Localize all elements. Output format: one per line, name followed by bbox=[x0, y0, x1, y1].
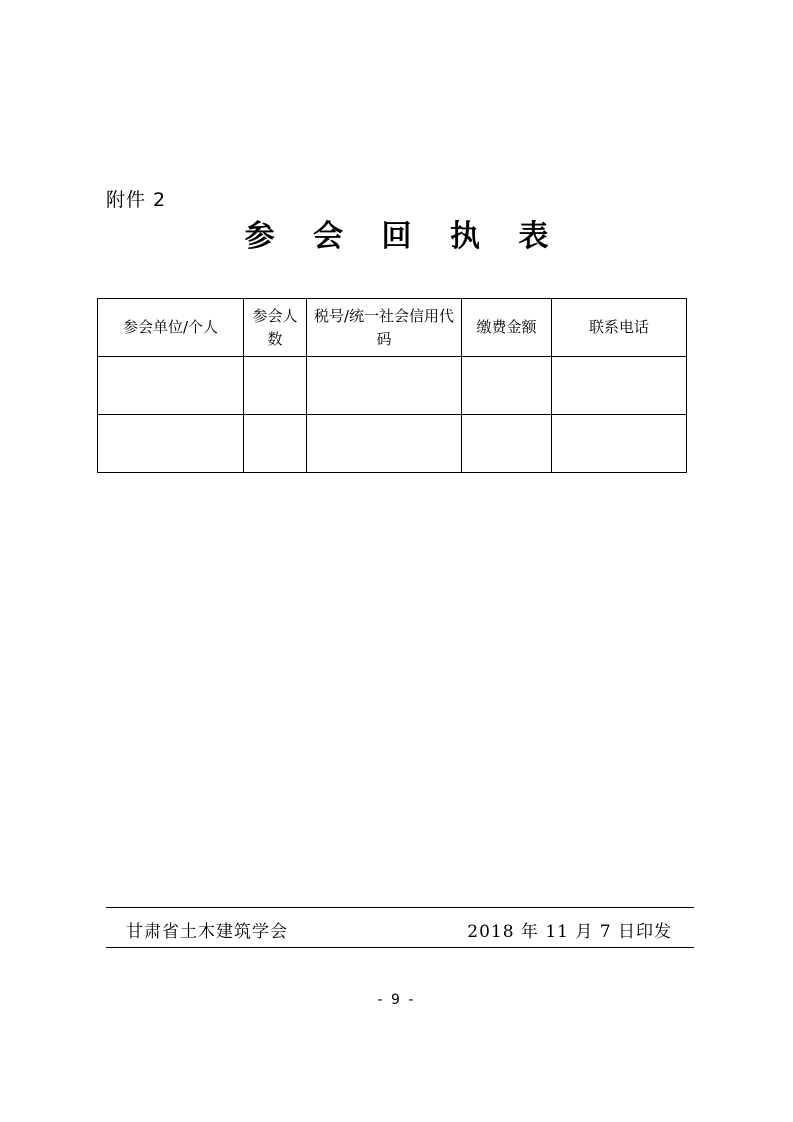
table-cell bbox=[462, 415, 552, 473]
table-cell bbox=[552, 415, 687, 473]
issuing-organization: 甘肃省土木建筑学会 bbox=[126, 922, 288, 942]
table-cell bbox=[307, 357, 462, 415]
table-cell bbox=[98, 357, 244, 415]
table-row bbox=[98, 357, 687, 415]
reply-form-table bbox=[97, 298, 687, 473]
page-title: 参 会 回 执 表 bbox=[244, 219, 563, 254]
table-cell bbox=[98, 415, 244, 473]
table-cell bbox=[244, 357, 307, 415]
table-cell bbox=[462, 357, 552, 415]
header-tax-id: 税号/统一社会信用代码 bbox=[307, 299, 462, 357]
table-cell bbox=[244, 415, 307, 473]
table-header-row bbox=[98, 299, 687, 357]
attachment-label: 附件 2 bbox=[106, 189, 167, 211]
table-cell bbox=[552, 357, 687, 415]
header-contact-phone: 联系电话 bbox=[552, 299, 687, 357]
header-attendee-count: 参会人数 bbox=[244, 299, 307, 357]
table-row bbox=[98, 415, 687, 473]
page-number: - 9 - bbox=[377, 992, 416, 1008]
header-fee-amount: 缴费金额 bbox=[462, 299, 552, 357]
header-attendee-unit: 参会单位/个人 bbox=[98, 299, 244, 357]
issue-date: 2018 年 11 月 7 日印发 bbox=[467, 922, 672, 942]
table-cell bbox=[307, 415, 462, 473]
issuer-footer bbox=[106, 907, 694, 948]
